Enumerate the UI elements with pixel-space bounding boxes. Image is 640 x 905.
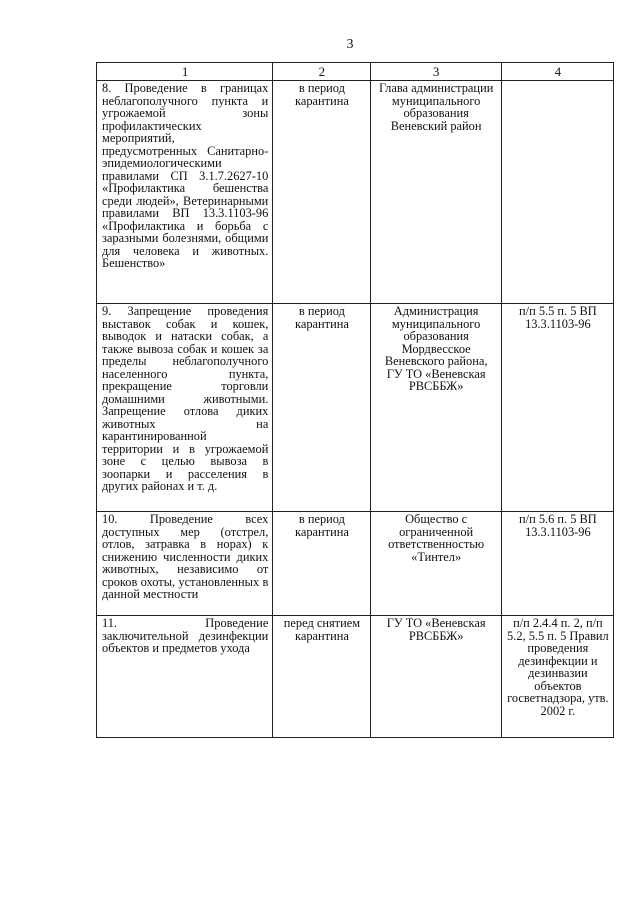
table-header-row (97, 63, 614, 81)
measure-cell: 8. Проведение в границах неблагополучного пункта и угрожаемой зоны профилактических мероприятий, предусмотренных Санитарно-эпидемиологическими правилами СП 3.1.7.2627-10 «Профилактика бешенства среди людей», Ветеринарными правилами ВП 13.3.1103-96 «Профилактика и борьба с заразными болезнями, общими для человека и животных. Бешенство» (97, 81, 273, 304)
column-header-1: 1 (97, 63, 273, 81)
table-row (97, 81, 614, 304)
measure-cell: 9. Запрещение проведения выставок собак и кошек, выводок и натаски собак, а также вывоза собак и кошек за пределы неблагополучного населенного пункта, прекращение торговли домашними животными. Запрещение отлова диких животных на карантинированной территории и в угрожаемой зоне с целью вывоза в зоопарки и расселения в других районах и т. д. (97, 304, 273, 512)
column-header-4: 4 (501, 63, 613, 81)
table-row (97, 304, 614, 512)
period-cell: перед снятием карантина (273, 616, 370, 738)
responsible-cell: Глава администрации муниципального образования Веневский район (370, 81, 501, 304)
period-cell: в период карантина (273, 512, 370, 616)
basis-cell (501, 81, 613, 304)
column-header-3: 3 (370, 63, 501, 81)
table-row (97, 512, 614, 616)
measure-cell: 10. Проведение всех доступных мер (отстрел, отлов, затравка в норах) к снижению численности диких животных, независимо от сроков охоты, установленных в данной местности (97, 512, 273, 616)
responsible-cell: Администрация муниципального образования Мордвесское Веневского района, ГУ ТО «Веневская РВСББЖ» (370, 304, 501, 512)
measure-cell: 11. Проведение заключительной дезинфекции объектов и предметов ухода (97, 616, 273, 738)
period-cell: в период карантина (273, 81, 370, 304)
period-cell: в период карантина (273, 304, 370, 512)
basis-cell: п/п 2.4.4 п. 2, п/п 5.2, 5.5 п. 5 Правил проведения дезинфекции и дезинвазии объектов госветнадзора, утв. 2002 г. (501, 616, 613, 738)
measures-table (96, 62, 614, 738)
basis-cell: п/п 5.6 п. 5 ВП 13.3.1103-96 (501, 512, 613, 616)
responsible-cell: ГУ ТО «Веневская РВСББЖ» (370, 616, 501, 738)
responsible-cell: Общество с ограниченной ответственностью «Тинтел» (370, 512, 501, 616)
table-row (97, 616, 614, 738)
page-number: 3 (346, 37, 354, 52)
basis-cell: п/п 5.5 п. 5 ВП 13.3.1103-96 (501, 304, 613, 512)
column-header-2: 2 (273, 63, 370, 81)
